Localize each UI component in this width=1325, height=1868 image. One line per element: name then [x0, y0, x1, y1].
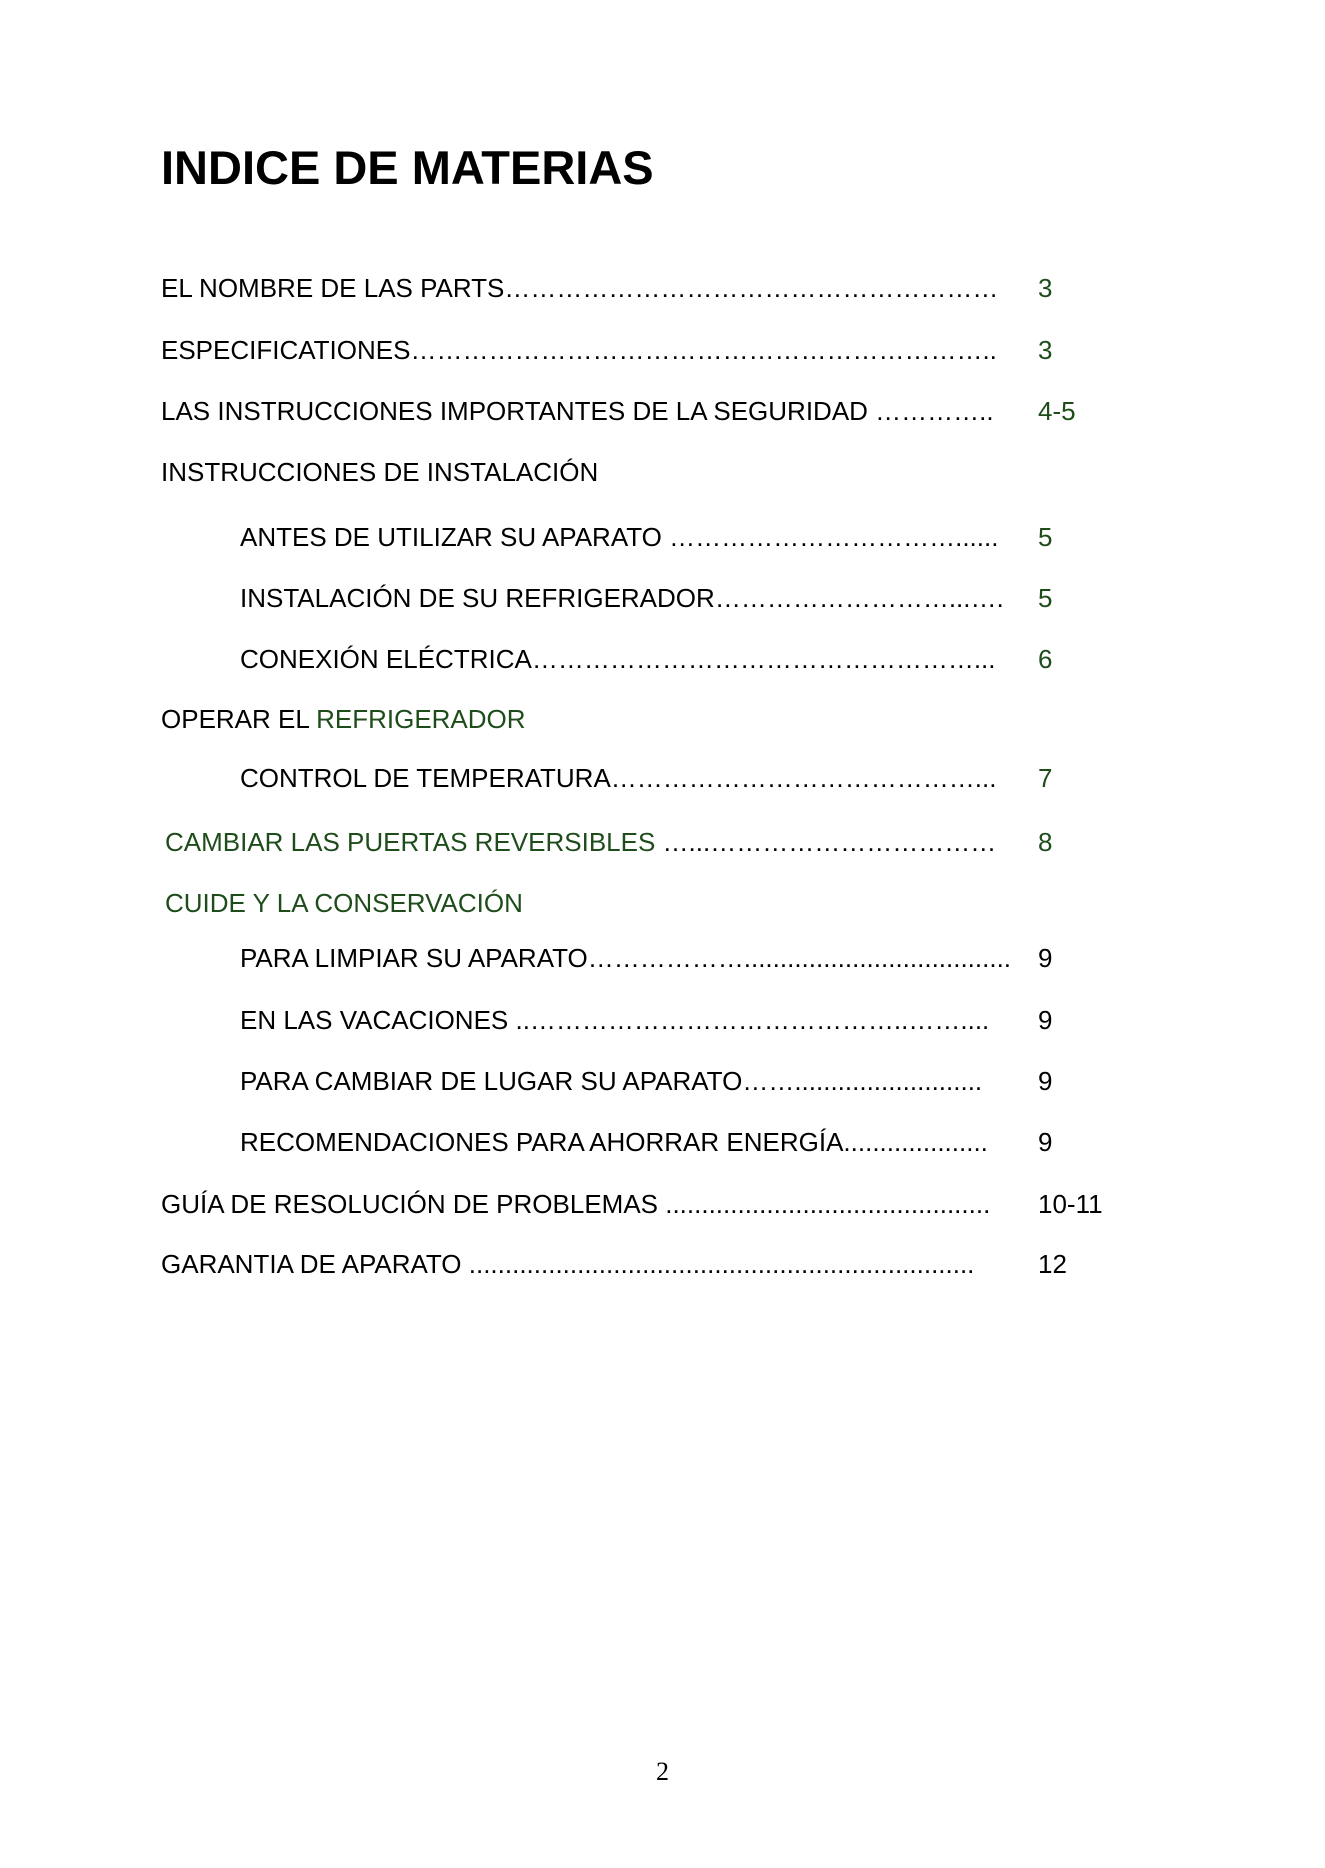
toc-leader: ..……………………………………..…….... — [508, 1005, 990, 1035]
toc-page-number: 5 — [1038, 583, 1053, 613]
toc-leader: ……………………………………... — [610, 763, 997, 793]
toc-page-number: 4-5 — [1038, 396, 1076, 426]
toc-page-number: 7 — [1038, 763, 1053, 793]
toc-leader: .................... — [843, 1127, 988, 1157]
toc-leader: ………………..................................... — [587, 943, 1012, 973]
toc-leader: ………………………………………………… — [504, 273, 999, 303]
toc-entry-label: OPERAR EL — [161, 704, 317, 734]
toc-leader: …...…………………………… — [655, 827, 997, 857]
toc-entry-control-temperatura — [240, 761, 996, 795]
toc-entry-label: CONTROL DE TEMPERATURA — [240, 763, 611, 793]
toc-entry-resolucion-problemas — [161, 1187, 990, 1221]
toc-entry-label: GUÍA DE RESOLUCIÓN DE PROBLEMAS — [161, 1189, 659, 1219]
toc-page-number: 9 — [1038, 943, 1053, 973]
toc-entry-antes-utilizar — [240, 520, 998, 554]
toc-page-number: 3 — [1038, 335, 1053, 365]
toc-entry-puertas-reversibles — [165, 825, 996, 859]
toc-entry-label: CAMBIAR LAS PUERTAS REVERSIBLES — [165, 827, 656, 857]
toc-page-number: 8 — [1038, 827, 1053, 857]
toc-entry-label: LAS INSTRUCCIONES IMPORTANTES DE LA SEGURIDAD — [161, 396, 868, 426]
toc-entry-label: EN LAS VACACIONES — [240, 1005, 509, 1035]
toc-entry-garantia — [161, 1247, 974, 1281]
toc-entry-label: GARANTIA DE APARATO — [161, 1249, 462, 1279]
toc-entry-ahorrar-energia — [240, 1125, 988, 1159]
toc-entry-label: CONEXIÓN ELÉCTRICA — [240, 644, 532, 674]
toc-entry-label: ANTES DE UTILIZAR SU APARATO — [240, 522, 662, 552]
toc-page-number: 9 — [1038, 1127, 1053, 1157]
toc-leader: ………….. — [867, 396, 994, 426]
toc-section-conservacion — [165, 886, 523, 920]
toc-entry-limpiar — [240, 941, 1011, 975]
toc-leader: ............................................. — [658, 1189, 991, 1219]
toc-entry-conexion-electrica — [240, 642, 996, 676]
toc-entry-especificaciones — [161, 333, 997, 367]
toc-entry-cambiar-lugar — [240, 1064, 982, 1098]
toc-entry-label: PARA LIMPIAR SU APARATO — [240, 943, 588, 973]
toc-page-number: 12 — [1038, 1249, 1067, 1279]
toc-leader: ………………………………………………………….. — [410, 335, 997, 365]
toc-leader: ………………………...…. — [714, 583, 1004, 613]
toc-entry-label-highlight: REFRIGERADOR — [316, 704, 526, 734]
toc-page-number: 9 — [1038, 1005, 1053, 1035]
toc-entry-label: PARA CAMBIAR DE LUGAR SU APARATO — [240, 1066, 743, 1096]
toc-entry-label: INSTALACIÓN DE SU REFRIGERADOR — [240, 583, 715, 613]
toc-leader: ……………………………………………... — [531, 644, 996, 674]
toc-page-number: 9 — [1038, 1066, 1053, 1096]
toc-entry-nombre-partes — [161, 271, 998, 305]
toc-leader: ……………………………...... — [661, 522, 999, 552]
toc-entry-instalacion-refrigerador — [240, 581, 1004, 615]
page-title: INDICE DE MATERIAS — [161, 141, 654, 194]
toc-entry-label: INSTRUCCIONES DE INSTALACIÓN — [161, 457, 599, 487]
toc-entry-label: CUIDE Y LA CONSERVACIÓN — [165, 888, 523, 918]
footer-page-number: 2 — [656, 1757, 669, 1786]
toc-leader: ...................................................................... — [461, 1249, 975, 1279]
toc-entry-seguridad — [161, 394, 994, 428]
toc-entry-vacaciones — [240, 1003, 989, 1037]
toc-section-operar — [161, 702, 526, 736]
toc-page-number: 5 — [1038, 522, 1053, 552]
toc-leader: …….......................... — [742, 1066, 983, 1096]
toc-section-instalacion — [161, 455, 598, 489]
toc-page-number: 3 — [1038, 273, 1053, 303]
toc-entry-label: RECOMENDACIONES PARA AHORRAR ENERGÍA — [240, 1127, 844, 1157]
toc-entry-label: ESPECIFICATIONES — [161, 335, 411, 365]
toc-page-number: 10-11 — [1038, 1189, 1103, 1219]
toc-page-number: 6 — [1038, 644, 1053, 674]
toc-entry-label: EL NOMBRE DE LAS PARTS — [161, 273, 505, 303]
